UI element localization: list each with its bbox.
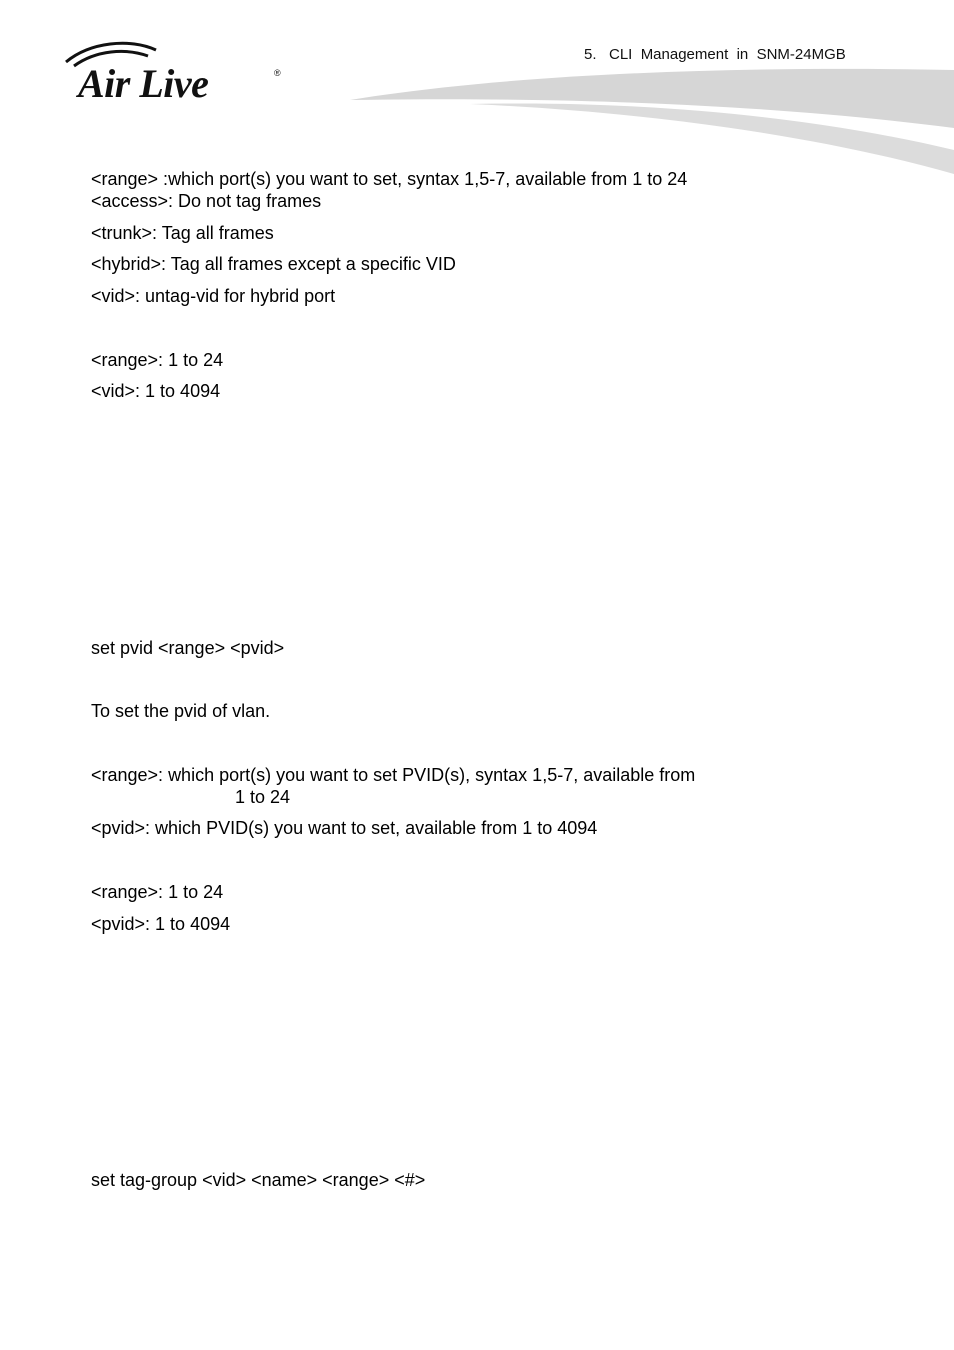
command-description: To set the pvid of vlan. — [91, 701, 271, 721]
param-access-desc: <access>: Do not tag frames — [91, 191, 322, 211]
valid-range: <range>: 1 to 24 — [91, 350, 224, 370]
valid-pvid: <pvid>: 1 to 4094 — [91, 914, 231, 934]
airlive-logo — [60, 40, 290, 106]
param-range-desc: <range> :which port(s) you want to set, syntax 1,5-7, available from 1 to 24 — [91, 169, 688, 189]
param-hybrid-desc: <hybrid>: Tag all frames except a specific VID — [91, 254, 456, 274]
param-trunk-desc: <trunk>: Tag all frames — [91, 223, 274, 243]
valid-vid: <vid>: 1 to 4094 — [91, 381, 221, 401]
section-title: 5. CLI Management in SNM-24MGB — [584, 46, 846, 63]
param-vid-desc: <vid>: untag-vid for hybrid port — [91, 286, 336, 306]
logo-wordmark: Air Live — [78, 61, 209, 106]
command-syntax-set-pvid: set pvid <range> <pvid> — [91, 638, 285, 658]
registered-mark: ® — [274, 68, 281, 78]
valid-range-pvid: <range>: 1 to 24 — [91, 882, 224, 902]
param-pvid-desc: <pvid>: which PVID(s) you want to set, available from 1 to 4094 — [91, 818, 598, 838]
param-range-pvid-desc: <range>: which port(s) you want to set PVID(s), syntax 1,5-7, available from — [91, 765, 696, 785]
param-range-pvid-desc-cont: 1 to 24 — [235, 787, 291, 807]
command-syntax-set-tag-group: set tag-group <vid> <name> <range> <#> — [91, 1170, 426, 1190]
